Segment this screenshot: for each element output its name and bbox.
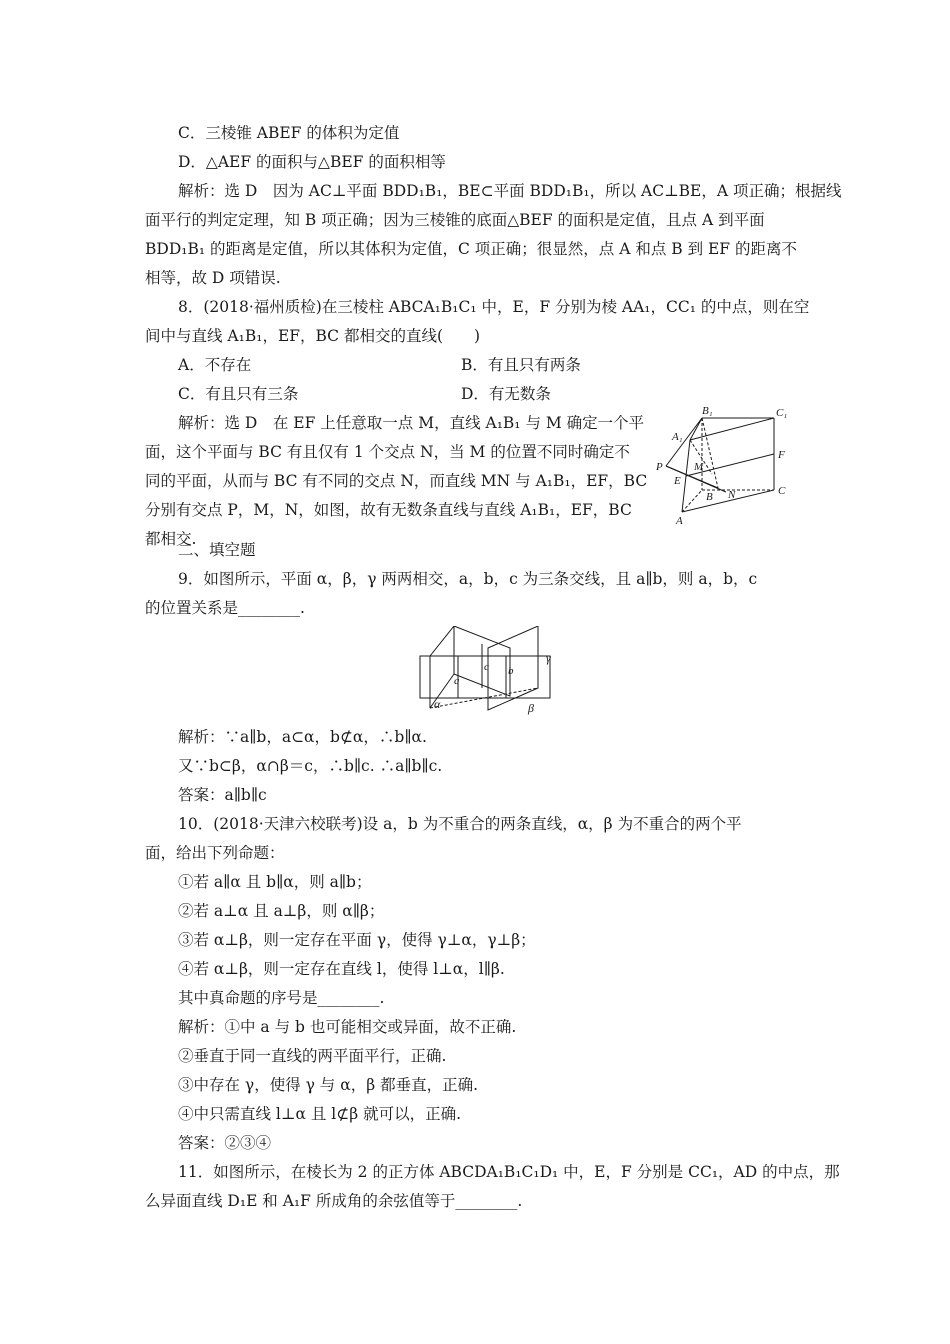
three-planes-figure [418,626,578,718]
label-n: N [728,489,736,501]
label-b: B [706,491,713,503]
solution-8-line-3: 同的平面，从而与 BC 有不同的交点 N，而直线 MN 与 A₁B₁，EF，BC [145,472,648,490]
label-b: b [508,665,514,677]
label-b1: B₁ [702,405,713,417]
answer-9: 答案：a∥b∥c [178,786,267,804]
question-10-prompt: 其中真命题的序号是________. [178,989,385,1007]
question-11-line-2: 么异面直线 D₁E 和 A₁F 所成角的余弦值等于________. [145,1192,523,1210]
solution-7-line-4: 相等，故 D 项错误. [145,269,281,287]
label-a: A [676,515,683,527]
label-c: c [484,661,489,673]
question-11-line-1: 11．如图所示，在棱长为 2 的正方体 ABCDA₁B₁C₁D₁ 中，E，F 分别是 CC₁，AD 的中点，那 [178,1163,840,1181]
solution-10-line-1: 解析：①中 a 与 b 也可能相交或异面，故不正确. [178,1018,517,1036]
label-alpha: α [434,697,441,711]
question-8-option-b: B．有且只有两条 [461,356,581,374]
label-a: a [454,675,460,687]
label-c: C [778,485,786,497]
solution-7-line-3: BDD₁B₁ 的距离是定值，所以其体积为定值，C 项正确；很显然，点 A 和点 B 到 EF 的距离不 [145,240,797,258]
question-8-option-d: D．有无数条 [461,385,551,403]
solution-9-line-2: 又∵b⊂β，α∩β＝c，∴b∥c. ∴a∥b∥c. [178,757,443,775]
solution-7-line-1: 解析：选 D 因为 AC⊥平面 BDD₁B₁，BE⊂平面 BDD₁B₁，所以 AC⊥BE，A 项正确；根据线 [178,182,842,200]
question-8-line-2: 间中与直线 A₁B₁，EF，BC 都相交的直线( ) [145,327,481,345]
solution-10-line-3: ③中存在 γ，使得 γ 与 α，β 都垂直，正确. [178,1076,479,1094]
proposition-1: ①若 a∥α 且 b∥α，则 a∥b； [178,873,372,891]
question-9-line-2: 的位置关系是________. [145,599,305,617]
question-8-option-c: C．有且只有三条 [178,385,299,403]
section-heading-fill-in: 二、填空题 [178,541,256,559]
proposition-4: ④若 α⊥β，则一定存在直线 l，使得 l⊥α，l∥β. [178,960,505,978]
question-10-line-2: 面，给出下列命题： [145,844,285,862]
question-8-line-1: 8．(2018·福州质检)在三棱柱 ABCA₁B₁C₁ 中，E，F 分别为棱 AA₁，CC₁ 的中点，则在空 [178,298,810,316]
proposition-2: ②若 a⊥α 且 a⊥β，则 α∥β； [178,902,385,920]
solution-8-line-4: 分别有交点 P，M，N，如图，故有无数条直线与直线 A₁B₁，EF，BC [145,501,632,519]
solution-10-line-4: ④中只需直线 l⊥α 且 l⊄β 就可以，正确. [178,1105,462,1123]
question-8-option-a: A．不存在 [178,356,252,374]
question-10-line-1: 10．(2018·天津六校联考)设 a，b 为不重合的两条直线，α，β 为不重合的两个平 [178,815,742,833]
label-gamma: γ [546,651,551,665]
label-f: F [778,449,785,461]
solution-8-line-1: 解析：选 D 在 EF 上任意取一点 M，直线 A₁B₁ 与 M 确定一个平 [178,414,645,432]
label-a1: A₁ [672,431,683,443]
option-d: D．△AEF 的面积与△BEF 的面积相等 [178,153,446,171]
option-c: C．三棱锥 ABEF 的体积为定值 [178,124,400,142]
label-c1: C₁ [776,407,788,419]
label-p: P [656,461,663,473]
solution-10-line-2: ②垂直于同一直线的两平面平行，正确. [178,1047,447,1065]
proposition-3: ③若 α⊥β，则一定存在平面 γ，使得 γ⊥α，γ⊥β； [178,931,536,949]
prism-figure [652,404,802,530]
question-9-line-1: 9．如图所示，平面 α，β，γ 两两相交，a，b，c 为三条交线，且 a∥b，则 a，b，c [178,570,758,588]
label-beta: β [528,701,534,715]
solution-8-line-5: 都相交. [145,530,197,548]
solution-7-line-2: 面平行的判定定理，知 B 项正确；因为三棱锥的底面△BEF 的面积是定值，且点 A 到平面 [145,211,765,229]
solution-9-line-1: 解析：∵a∥b，a⊂α，b⊄α，∴b∥α. [178,728,427,746]
label-e: E [674,475,681,487]
label-m: M [694,461,704,473]
solution-8-line-2: 面，这个平面与 BC 有且仅有 1 个交点 N，当 M 的位置不同时确定不 [145,443,630,461]
answer-10: 答案：②③④ [178,1134,272,1152]
